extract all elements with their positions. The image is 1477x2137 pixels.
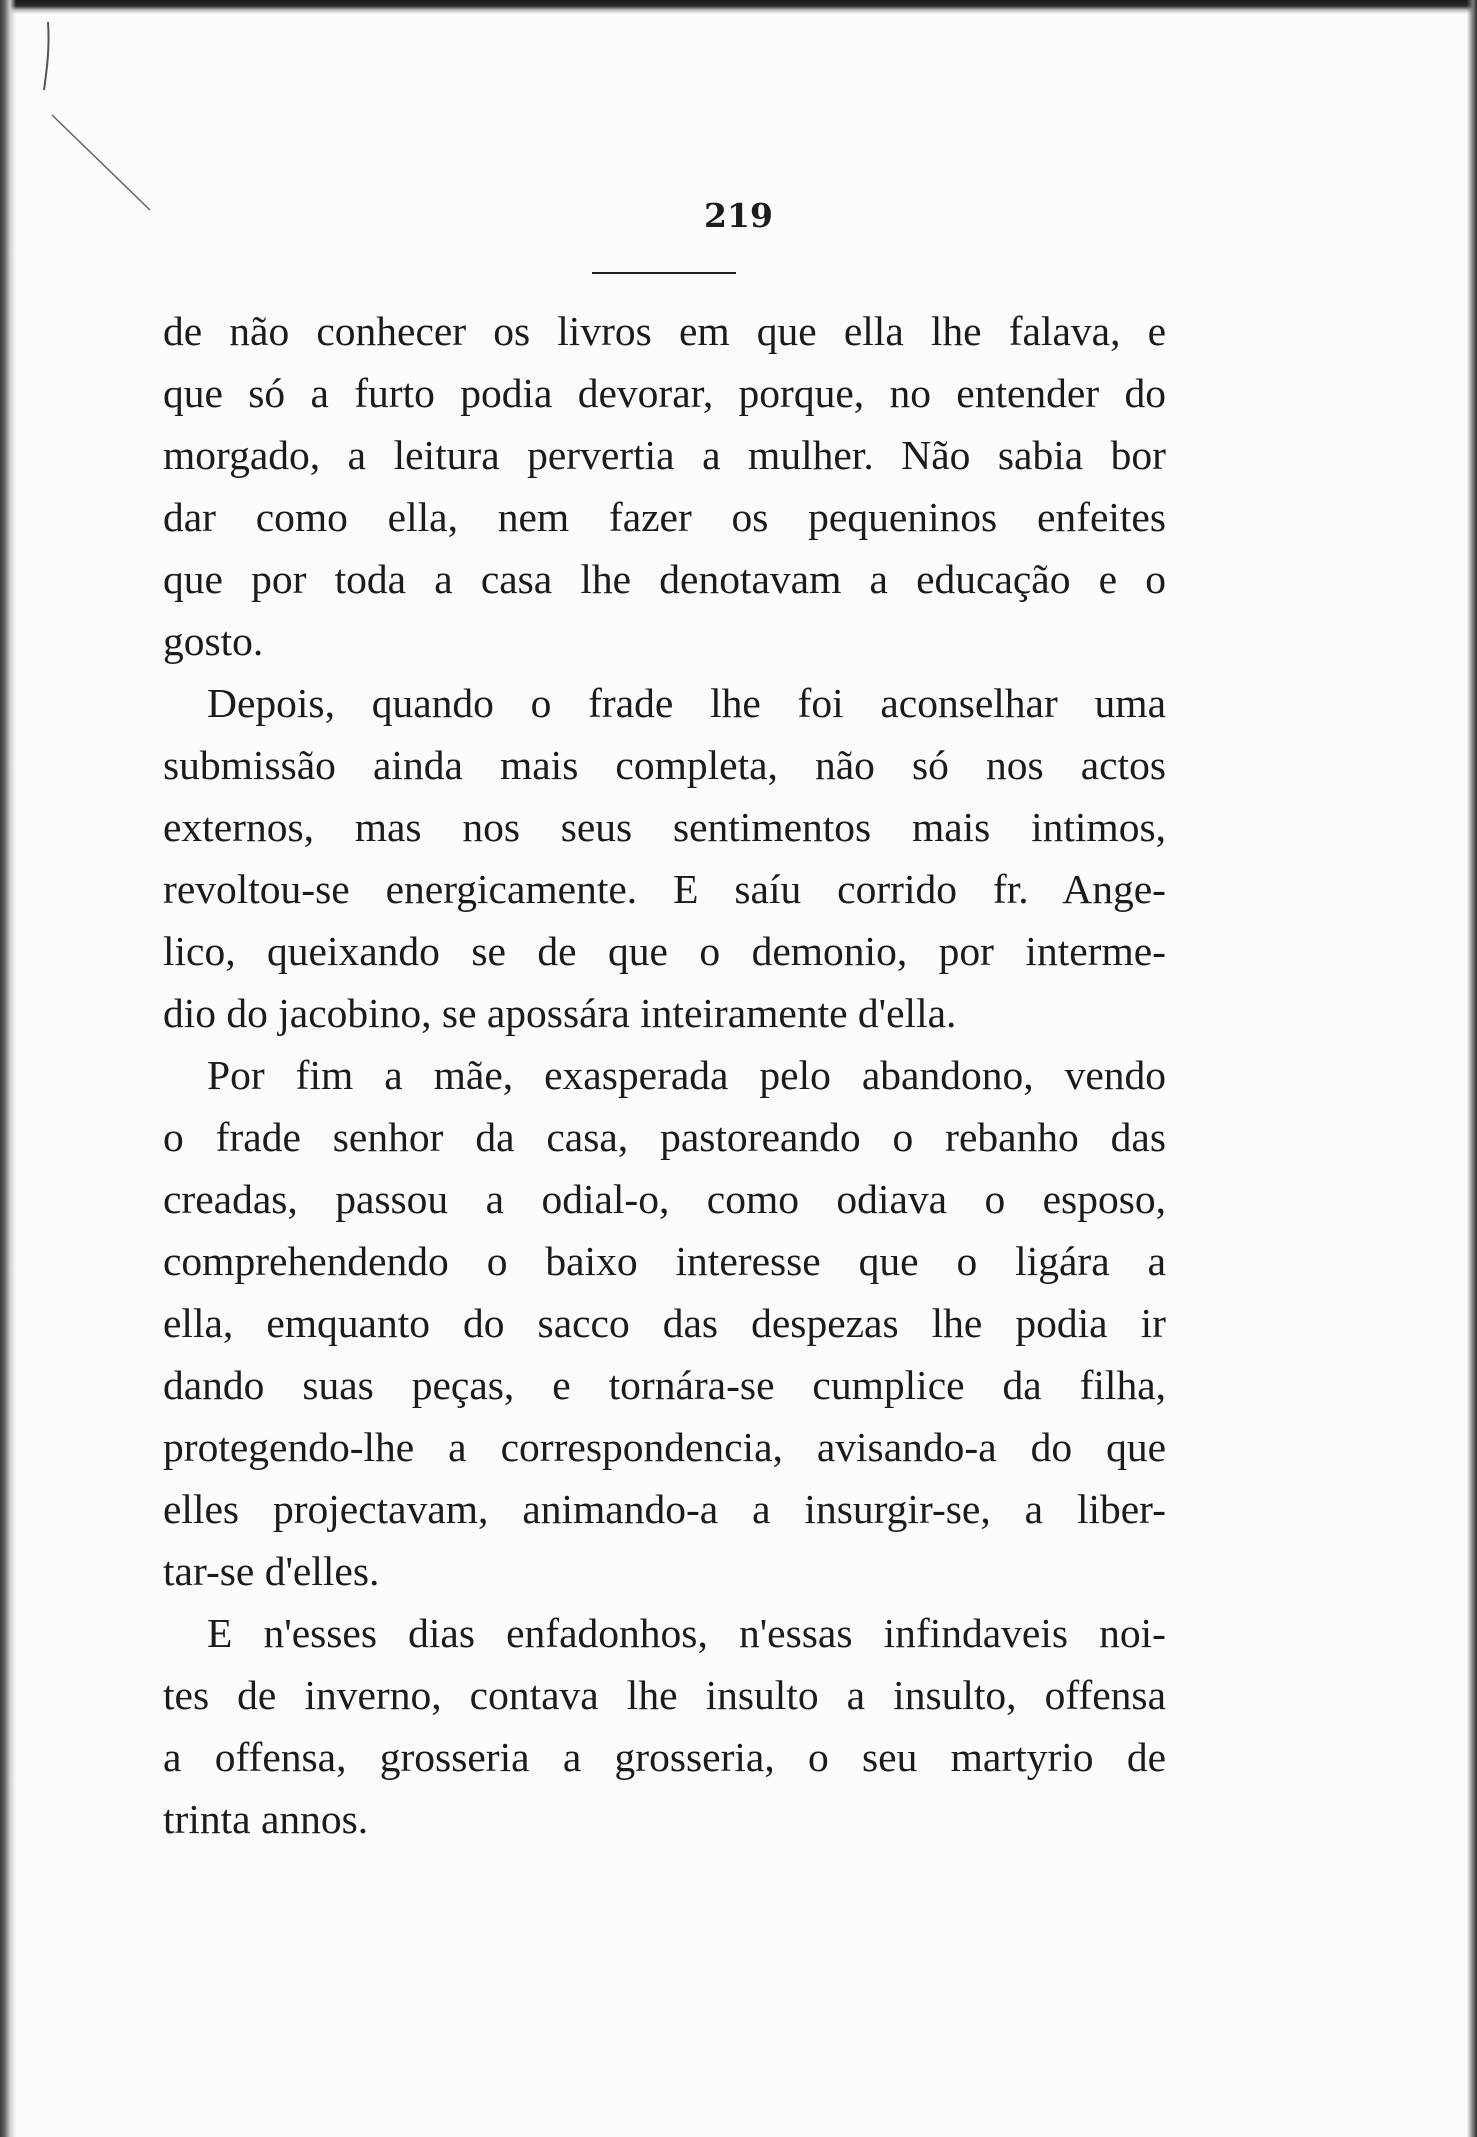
paragraph-4	[163, 1602, 1166, 1850]
text-line: Por fim a mãe, exasperada pelo abandono, vendo	[207, 1052, 1166, 1098]
header-rule	[592, 272, 736, 274]
text-line: morgado, a leitura pervertia a mulher. Não sabia bor	[163, 432, 1166, 478]
text-line: E n'esses dias enfadonhos, n'essas infindaveis noi-	[207, 1610, 1166, 1656]
text-line: dando suas peças, e tornára-se cumplice da filha,	[163, 1362, 1166, 1408]
text-line: dar como ella, nem fazer os pequeninos enfeites	[163, 494, 1166, 540]
text-line: de não conhecer os livros em que ella lhe falava, e	[163, 308, 1166, 354]
text-line: lico, queixando se de que o demonio, por interme-	[163, 928, 1166, 974]
paragraph-3	[163, 1044, 1166, 1602]
text-line: comprehendendo o baixo interesse que o ligára a	[163, 1238, 1166, 1284]
text-line: tar-se d'elles.	[163, 1548, 380, 1594]
text-line: tes de inverno, contava lhe insulto a insulto, offensa	[163, 1672, 1166, 1718]
scan-right-edge	[1467, 0, 1477, 2137]
text-line: revoltou-se energicamente. E saíu corrido fr. Ange-	[163, 866, 1166, 912]
text-line: creadas, passou a odial-o, como odiava o esposo,	[163, 1176, 1166, 1222]
text-line: Depois, quando o frade lhe foi aconselhar uma	[207, 680, 1166, 726]
scan-top-edge	[0, 0, 1477, 14]
text-line: trinta annos.	[163, 1796, 369, 1842]
text-line: protegendo-lhe a correspondencia, avisando-a do que	[163, 1424, 1166, 1470]
text-line: que por toda a casa lhe denotavam a educação e o	[163, 556, 1166, 602]
scan-left-edge	[0, 0, 16, 2137]
text-line: gosto.	[163, 618, 264, 664]
body-text	[163, 300, 1166, 1850]
text-line: submissão ainda mais completa, não só nos actos	[163, 742, 1166, 788]
text-line: a offensa, grosseria a grosseria, o seu martyrio de	[163, 1734, 1166, 1780]
text-line: que só a furto podia devorar, porque, no entender do	[163, 370, 1166, 416]
text-line: o frade senhor da casa, pastoreando o rebanho das	[163, 1114, 1166, 1160]
text-line: externos, mas nos seus sentimentos mais intimos,	[163, 804, 1166, 850]
text-line: dio do jacobino, se apossára inteiramente d'ella.	[163, 990, 957, 1036]
paragraph-1	[163, 300, 1166, 672]
text-line: ella, emquanto do sacco das despezas lhe podia ir	[163, 1300, 1166, 1346]
text-line: elles projectavam, animando-a a insurgir-se, a liber-	[163, 1486, 1166, 1532]
paragraph-2	[163, 672, 1166, 1044]
page-number: 219	[704, 196, 773, 235]
